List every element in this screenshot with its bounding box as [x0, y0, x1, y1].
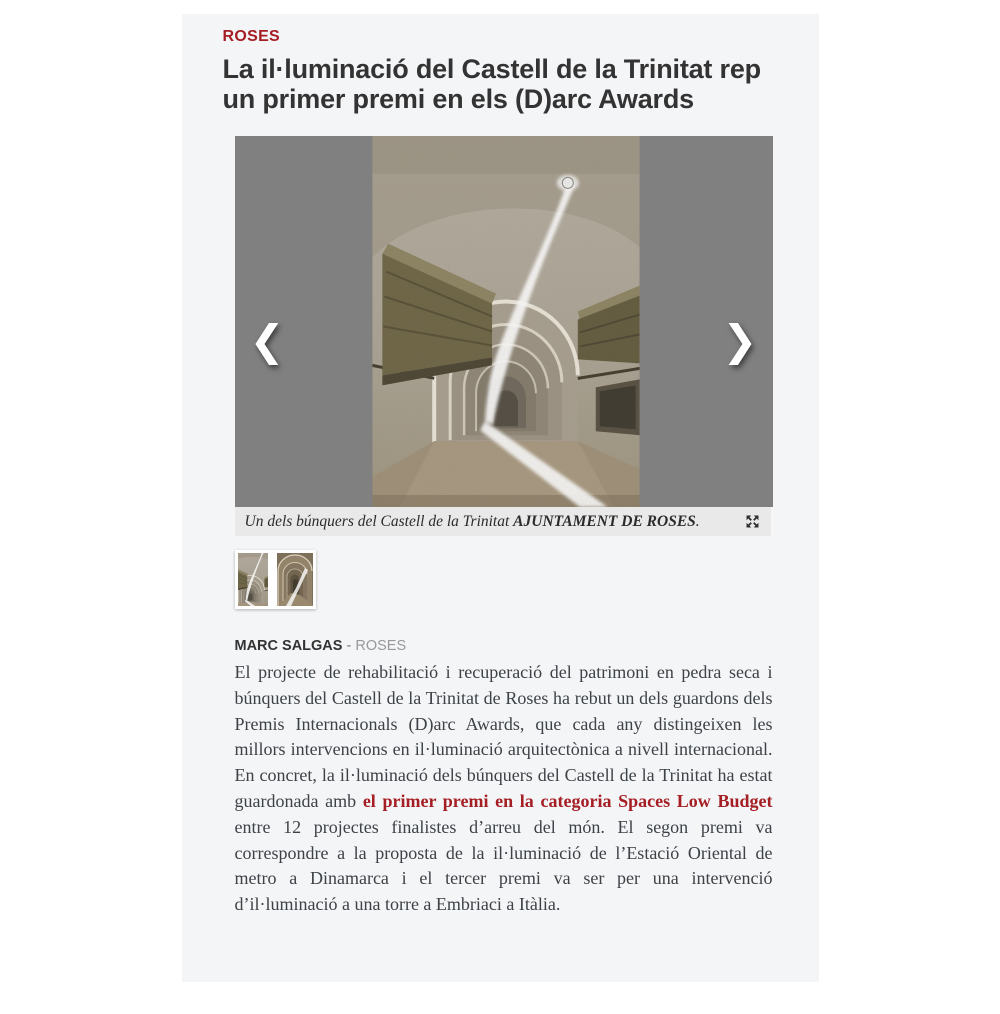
thumbnail-strip[interactable] [235, 550, 316, 609]
fullscreen-button[interactable] [742, 511, 763, 532]
caption-credit: AJUNTAMENT DE ROSES [513, 512, 696, 530]
body-highlight-text: el primer premi en la categoria Spaces Low Budget [362, 790, 773, 811]
byline-author: MARC SALGAS [234, 638, 343, 654]
body-text-before: El projecte de rehabilitació i recuperació del patrimoni en pedra seca i búnquers del Castell de la Trinitat de Roses ha rebut un dels guardons dels Premis Internacionals (D)arc Awards, que cada any distingeixen les millors intervencions en il·luminació arquitectònica a nivell internacional. En concret, la il·luminació dels búnquers del Castell de la Trinitat ha estat guardonada amb [234, 662, 773, 811]
article-card [182, 14, 819, 982]
carousel-prev-button[interactable] [249, 316, 285, 365]
chevron-left-icon: ❮ [249, 316, 285, 365]
caption-suffix: . [695, 512, 700, 530]
byline-location: ROSES [355, 638, 407, 654]
byline-separator: - [346, 638, 352, 654]
expand-arrows-icon [744, 513, 761, 530]
caption-bar [235, 507, 773, 536]
article-body [235, 660, 773, 918]
thumbnail-2[interactable] [277, 553, 313, 606]
article-photo [372, 136, 640, 507]
image-carousel [235, 136, 773, 536]
body-text-after: entre 12 projectes finalistes d’arreu del món. El segon premi va correspondre a la proposta de la il·luminació de l’Estació Oriental de metro a Dinamarca i el tercer premi va ser per una intervenció d’il·luminació a una torre a Embriaci a Itàlia. [234, 816, 773, 915]
carousel-stage [235, 136, 773, 507]
carousel-next-button[interactable] [722, 316, 758, 365]
chevron-right-icon: ❯ [722, 316, 758, 365]
kicker-link[interactable]: ROSES [222, 28, 281, 45]
caption-description: Un dels búnquers del Castell de la Trinitat [244, 512, 510, 530]
byline [235, 638, 819, 655]
thumbnail-1[interactable] [238, 553, 274, 606]
page-title: La il·luminació del Castell de la Trinitat rep un primer premi en els (D)arc Awards [222, 54, 761, 114]
photo-caption [245, 513, 736, 531]
